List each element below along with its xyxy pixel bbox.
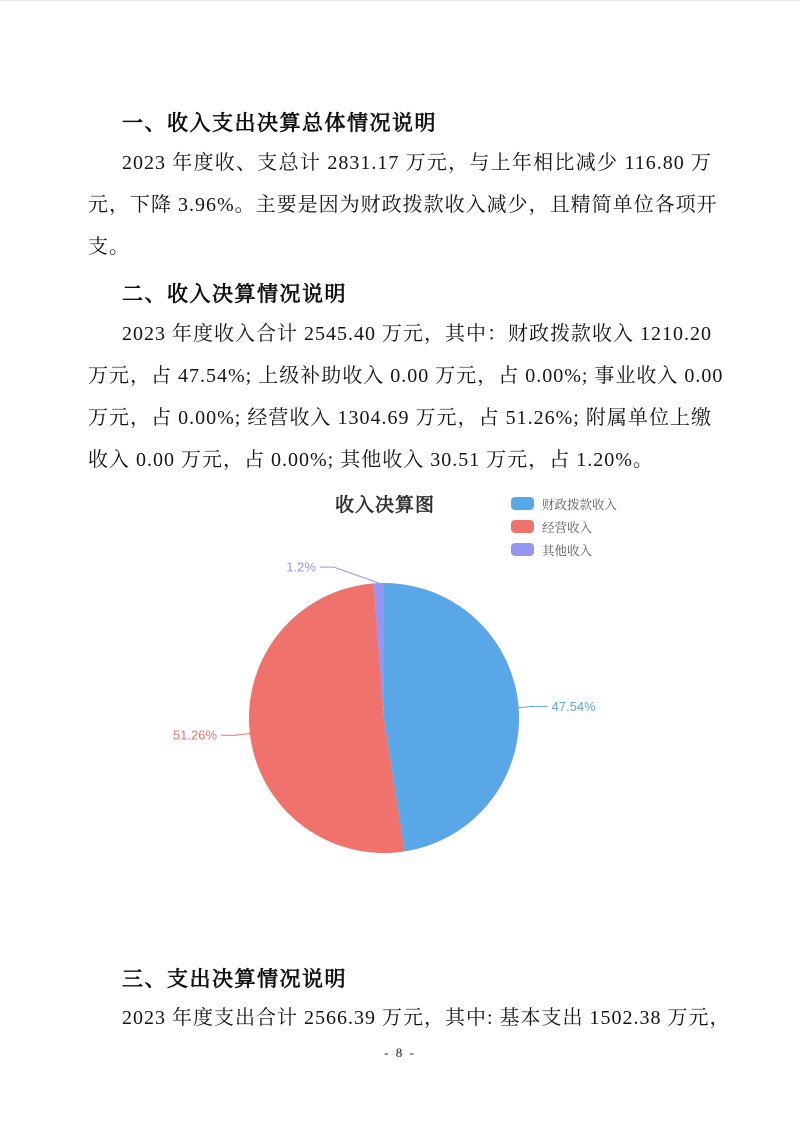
paragraph-line: 2023 年度收入合计 2545.40 万元，其中：财政拨款收入 1210.20: [122, 323, 712, 345]
pie-slice: [384, 583, 519, 851]
section-heading-2: 二、收入决算情况说明: [122, 283, 347, 306]
legend-label: 财政拨款收入: [542, 497, 618, 512]
legend-item: [511, 519, 617, 534]
legend-label: 其他收入: [542, 543, 593, 558]
legend-item: [511, 496, 617, 511]
legend-swatch-icon: [511, 497, 534, 510]
paragraph-line: 万元，占 47.54%; 上级补助收入 0.00 万元，占 0.00%; 事业收入 0.00: [88, 365, 724, 387]
pie-leader-line: [320, 567, 379, 583]
paragraph-2: [88, 313, 724, 481]
legend-swatch-icon: [511, 520, 534, 533]
paragraph-line: 万元，占 0.00%; 经营收入 1304.69 万元，占 51.26%; 附属单位上缴: [88, 407, 712, 429]
paragraph-3: [88, 997, 731, 1039]
paragraph-line: 2023 年度收、支总计 2831.17 万元，与上年相比减少 116.80 万: [122, 152, 712, 174]
paragraph-line: 收入 0.00 万元，占 0.00%; 其他收入 30.51 万元，占 1.20%。: [88, 449, 654, 471]
paragraph-line: 2023 年度支出合计 2566.39 万元，其中: 基本支出 1502.38 万元，: [122, 1007, 731, 1029]
page-number: - 8 -: [384, 1045, 416, 1060]
pie-slice-label: 1.2%: [286, 559, 316, 575]
pie-leader-line: [221, 734, 250, 736]
section-heading-1: 一、收入支出决算总体情况说明: [122, 112, 437, 135]
chart-title: 收入决算图: [334, 495, 435, 516]
pie-leader-line: [519, 706, 548, 707]
paragraph-line: 支。: [88, 236, 130, 258]
paragraph-1: [88, 142, 718, 268]
section-heading-3: 三、支出决算情况说明: [122, 968, 347, 991]
pie-chart: [140, 546, 660, 866]
pie-slice-label: 51.26%: [172, 727, 217, 743]
pie-slice-label: 47.54%: [551, 698, 596, 714]
legend-label: 经营收入: [542, 520, 593, 535]
paragraph-line: 元，下降 3.96%。主要是因为财政拨款收入减少，且精简单位各项开: [88, 194, 718, 216]
